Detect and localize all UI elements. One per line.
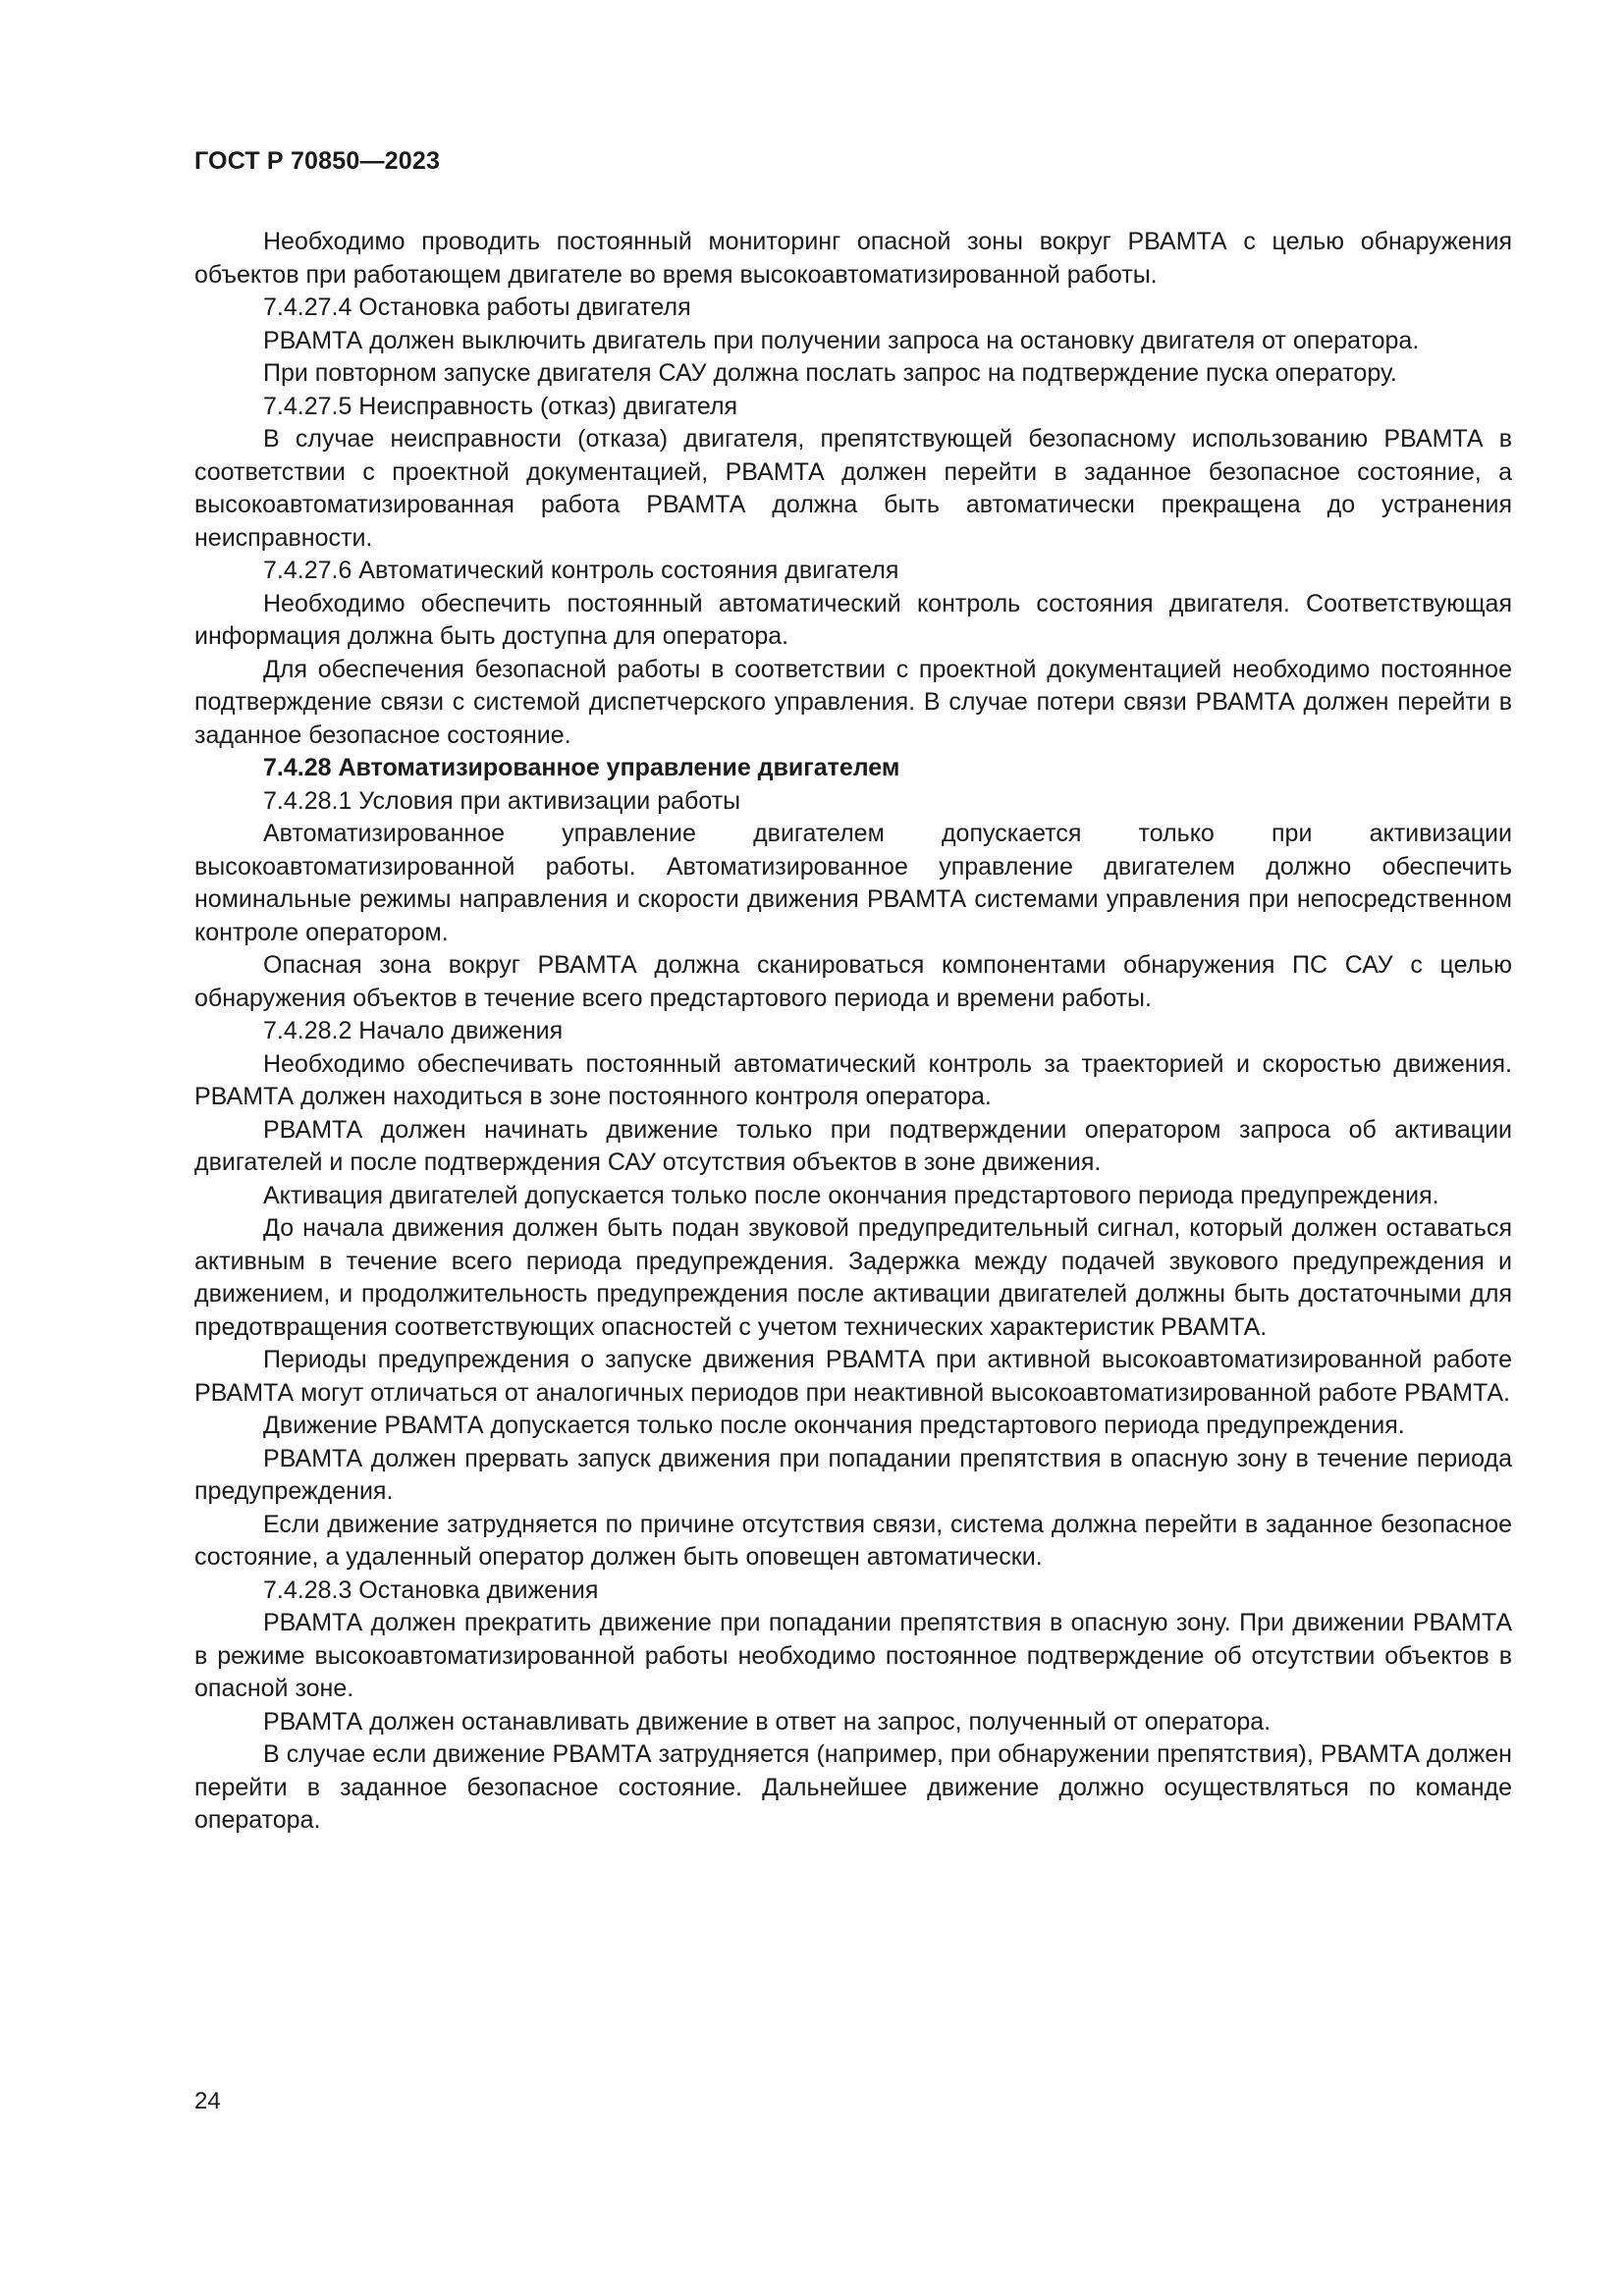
paragraph: Необходимо проводить постоянный мониторинг опасной зоны вокруг РВАМТА с целью обнаружения объектов при работающем двигателе во время высокоавтоматизированной работы. [194,228,1512,289]
paragraph: Автоматизированное управление двигателем допускается только при активизации высокоавтоматизированной работы. Автоматизированное управление двигателем должно обеспечить номинальные режимы направления и скорости движения РВАМТА системами управления при непосредственном контроле оператором. [194,820,1512,946]
document-body [194,226,1512,1838]
paragraph: Движение РВАМТА допускается только после окончания предстартового периода предупреждения. [263,1412,1405,1439]
paragraph: Необходимо обеспечивать постоянный автоматический контроль за траекторией и скоростью движения. РВАМТА должен находиться в зоне постоянного контроля оператора. [194,1049,1512,1110]
paragraph: РВАМТА должен начинать движение только при подтверждении оператором запроса об активации двигателей и после подтверждения САУ отсутствия объектов в зоне движения. [194,1115,1512,1176]
paragraph: При повторном запуске двигателя САУ должна послать запрос на подтверждение пуска оператору. [263,359,1397,387]
paragraph: До начала движения должен быть подан звуковой предупредительный сигнал, который должен оставаться активным в течение всего периода предупреждения. Задержка между подачей звукового предупреждения и движением, и продолжительность предупреждения после активации двигателей должны быть достаточными для предотвращения соответствующих опасностей с учетом технических характеристик РВАМТА. [194,1214,1512,1341]
paragraph: Если движение затрудняется по причине отсутствия связи, система должна перейти в заданное безопасное состояние, а удаленный оператор должен быть оповещен автоматически. [194,1510,1512,1571]
section-heading: 7.4.28.1 Условия при активизации работы [263,786,741,815]
paragraph: РВАМТА должен прервать запуск движения при попадании препятствия в опасную зону в течение периода предупреждения. [194,1444,1512,1505]
page-number: 24 [194,2088,221,2114]
paragraph: Для обеспечения безопасной работы в соответствии с проектной документацией необходимо постоянное подтверждение связи с системой диспетчерского управления. В случае потери связи РВАМТА должен перейти в заданное безопасное состояние. [194,655,1512,749]
paragraph: Активация двигателей допускается только после окончания предстартового периода предупреждения. [263,1181,1439,1209]
section-heading: 7.4.27.4 Остановка работы двигателя [263,294,691,321]
section-heading: 7.4.27.5 Неисправность (отказ) двигателя [263,392,738,420]
section-heading: 7.4.27.6 Автоматический контроль состояния двигателя [263,557,899,584]
paragraph: РВАМТА должен выключить двигатель при получении запроса на остановку двигателя от оператора. [263,326,1420,354]
paragraph: Периоды предупреждения о запуске движения РВАМТА при активной высокоавтоматизированной работе РВАМТА могут отличаться от аналогичных периодов при неактивной высокоавтоматизированной работе РВАМТА. [194,1346,1512,1407]
section-heading: 7.4.28.2 Начало движения [263,1017,564,1044]
paragraph: РВАМТА должен прекратить движение при попадании препятствия в опасную зону. При движении РВАМТА в режиме высокоавтоматизированной работы необходимо постоянное подтверждение об отсутствии объектов в опасной зоне. [194,1609,1512,1702]
section-heading-bold: 7.4.28 Автоматизированное управление двигателем [263,754,900,781]
document-header: ГОСТ Р 70850—2023 [194,147,441,175]
paragraph: Опасная зона вокруг РВАМТА должна сканироваться компонентами обнаружения ПС САУ с целью обнаружения объектов в течение всего предстартового периода и времени работы. [194,951,1512,1012]
section-heading: 7.4.28.3 Остановка движения [263,1575,599,1604]
paragraph: В случае неисправности (отказа) двигателя, препятствующей безопасному использованию РВАМТА в соответствии с проектной документацией, РВАМТА должен перейти в заданное безопасное состояние, а высокоавтоматизированная работа РВАМТА должна быть автоматически прекращена до устранения неисправности. [194,425,1512,552]
paragraph: Необходимо обеспечить постоянный автоматический контроль состояния двигателя. Соответствующая информация должна быть доступна для оператора. [194,589,1512,650]
paragraph: В случае если движение РВАМТА затрудняется (например, при обнаружении препятствия), РВАМТА должен перейти в заданное безопасное состояние. Дальнейшее движение должно осуществляться по команде оператора. [194,1740,1512,1834]
paragraph: РВАМТА должен останавливать движение в ответ на запрос, полученный от оператора. [263,1707,1272,1735]
